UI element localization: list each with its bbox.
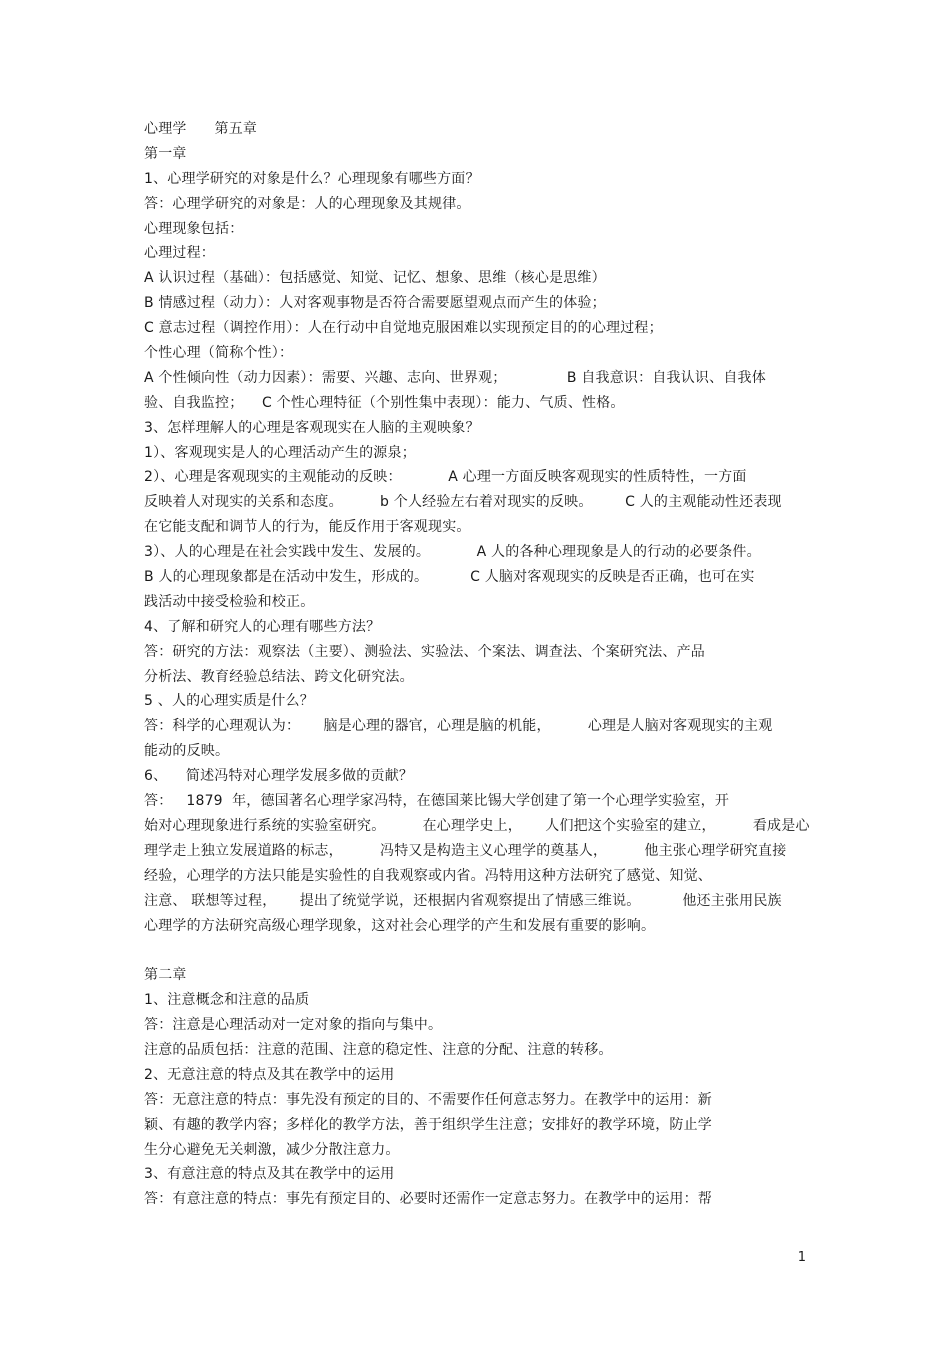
text-line: A 个性倾向性（动力因素）：需要、兴趣、志向、世界观； B 自我意识：自我认识、自我体 bbox=[144, 369, 766, 386]
text-line: 4、了解和研究人的心理有哪些方法？ bbox=[144, 618, 381, 635]
text-line: 始对心理现象进行系统的实验室研究。 在心理学史上， 人们把这个实验室的建立， 看成是心 bbox=[144, 817, 810, 834]
text-line: 第二章 bbox=[144, 967, 187, 984]
text-line: 3、有意注意的特点及其在教学中的运用 bbox=[144, 1166, 395, 1183]
text-line: 生分心避免无关刺激，减少分散注意力。 bbox=[144, 1141, 400, 1158]
text-line: 心理学 第五章 bbox=[144, 121, 258, 137]
text-line: 答： 1879 年，德国著名心理学家冯特，在德国莱比锡大学创建了第一个心理学实验室，开 bbox=[144, 793, 730, 810]
text-line: 1、心理学研究的对象是什么？心理现象有哪些方面？ bbox=[144, 170, 480, 187]
text-line: 践活动中接受检验和校正。 bbox=[144, 593, 315, 610]
text-line: 3）、人的心理是在社会实践中发生、发展的。 A 人的各种心理现象是人的行动的必要条件。 bbox=[144, 544, 761, 561]
text-line: 能动的反映。 bbox=[144, 743, 230, 760]
text-line: 注意、 联想等过程， 提出了统觉学说，还根据内省观察提出了情感三维说。 他还主张用民族 bbox=[144, 892, 782, 909]
text-line: 注意的品质包括：注意的范围、注意的稳定性、注意的分配、注意的转移。 bbox=[144, 1041, 613, 1058]
text-line: 3、怎样理解人的心理是客观现实在人脑的主观映象？ bbox=[144, 419, 480, 436]
text-line: 个性心理（简称个性）： bbox=[144, 345, 294, 362]
blank-line bbox=[144, 938, 824, 963]
text-line: 2、无意注意的特点及其在教学中的运用 bbox=[144, 1066, 395, 1083]
text-line: 答：科学的心理观认为： 脑是心理的器官，心理是脑的机能， 心理是人脑对客观现实的主观 bbox=[144, 718, 773, 735]
text-line: 颖、有趣的教学内容；多样化的教学方法，善于组织学生注意；安排好的教学环境，防止学 bbox=[144, 1116, 712, 1133]
text-line: 5 、人的心理实质是什么？ bbox=[144, 693, 314, 710]
text-line: 分析法、教育经验总结法、跨文化研究法。 bbox=[144, 668, 414, 685]
text-line: 心理学的方法研究高级心理学现象，这对社会心理学的产生和发展有重要的影响。 bbox=[144, 917, 656, 934]
text-line: 答：研究的方法：观察法（主要）、测验法、实验法、个案法、调查法、个案研究法、产品 bbox=[144, 643, 705, 660]
text-line: 在它能支配和调节人的行为，能反作用于客观现实。 bbox=[144, 519, 471, 536]
text-line: 6、 简述冯特对心理学发展多做的贡献？ bbox=[144, 768, 414, 785]
text-line: 反映着人对现实的关系和态度。 b 个人经验左右着对现实的反映。 C 人的主观能动性还表现 bbox=[144, 494, 782, 511]
text-line: B 人的心理现象都是在活动中发生，形成的。 C 人脑对客观现实的反映是否正确，也可在实 bbox=[144, 569, 755, 586]
text-line: C 意志过程（调控作用）：人在行动中自觉地克服困难以实现预定目的的心理过程； bbox=[144, 320, 663, 337]
text-line: B 情感过程（动力）：人对客观事物是否符合需要愿望观点而产生的体验； bbox=[144, 295, 606, 312]
text-line: 答：注意是心理活动对一定对象的指向与集中。 bbox=[144, 1017, 443, 1034]
page-number: 1 bbox=[797, 1250, 806, 1265]
text-line: 心理过程： bbox=[144, 245, 215, 262]
text-line: A 认识过程（基础）：包括感觉、知觉、记忆、想象、思维（核心是思维） bbox=[144, 270, 606, 287]
text-line: 第一章 bbox=[144, 145, 187, 162]
text-line: 验、自我监控； C 个性心理特征（个别性集中表现）：能力、气质、性格。 bbox=[144, 394, 625, 411]
text-line: 理学走上独立发展道路的标志， 冯特又是构造主义心理学的奠基人， 他主张心理学研究直接 bbox=[144, 842, 787, 859]
text-line: 1、注意概念和注意的品质 bbox=[144, 992, 310, 1009]
text-line: 1）、客观现实是人的心理活动产生的源泉； bbox=[144, 444, 416, 461]
text-line: 答：心理学研究的对象是：人的心理现象及其规律。 bbox=[144, 195, 471, 212]
text-line: 答：无意注意的特点：事先没有预定的目的、不需要作任何意志努力。在教学中的运用：新 bbox=[144, 1091, 712, 1108]
document-body bbox=[144, 117, 824, 1212]
text-line: 经验，心理学的方法只能是实验性的自我观察或内省。冯特用这种方法研究了感觉、知觉、 bbox=[144, 867, 712, 884]
text-line: 2）、心理是客观现实的主观能动的反映： A 心理一方面反映客观现实的性质特性，一方面 bbox=[144, 469, 747, 486]
text-line: 答：有意注意的特点：事先有预定目的、必要时还需作一定意志努力。在教学中的运用：帮 bbox=[144, 1191, 712, 1208]
text-line: 心理现象包括： bbox=[144, 220, 244, 237]
